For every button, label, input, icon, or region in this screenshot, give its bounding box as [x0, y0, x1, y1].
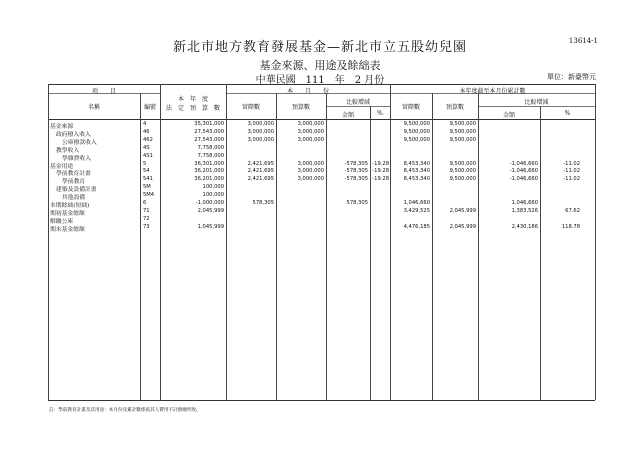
row-code: 72: [143, 215, 150, 222]
cell-y-budget: 9,500,000: [449, 136, 476, 143]
cell-y-amt: 2,430,186: [511, 223, 538, 230]
cell-y-amt: -1,046,660: [509, 176, 538, 183]
cell-m-amt: -578,305: [344, 160, 368, 167]
cell-annual: 27,543,000: [194, 128, 224, 135]
month-compare-divider: [326, 106, 390, 107]
cell-annual: 35,301,000: [194, 121, 224, 127]
ytd-amount-header: 金額: [502, 112, 515, 119]
cell-y-actual: 9,500,000: [403, 136, 430, 143]
cell-y-budget: 9,500,000: [449, 121, 476, 127]
table-top-border: [48, 84, 595, 85]
row-name: 教學收入: [56, 147, 80, 154]
month-ytd-divider: [390, 84, 391, 400]
ytd-group-header: 本年度截至本月份累計數: [459, 88, 526, 95]
row-name: 期初基金餘額: [50, 210, 85, 217]
row-code: 54: [143, 168, 150, 175]
ytd-compare-divider: [478, 106, 595, 107]
ytd-amount-pct-divider: [540, 106, 541, 400]
row-name: 學前教育計畫: [56, 171, 91, 178]
row-code: 6: [143, 200, 147, 206]
code-column-header: 編號: [143, 104, 156, 111]
row-name: 本期餘絀(短絀): [50, 203, 90, 209]
footnote: 註：學前教育計畫及其用途：本月份及累計數係按其人費用不計撥總所致。: [49, 408, 201, 413]
code-budget-divider: [160, 84, 161, 400]
row-name: 解繳公庫: [50, 218, 74, 225]
month-amount-header: 金額: [341, 112, 354, 119]
cell-m-budget: 3,000,000: [297, 168, 324, 175]
ytd-actual-budget-divider: [432, 93, 433, 400]
row-name: 學雜費收入: [62, 155, 91, 162]
name-code-divider: [140, 93, 141, 400]
cell-m-amt: -578,305: [344, 176, 368, 183]
cell-m-budget: 3,000,000: [297, 160, 324, 167]
cell-y-pct: 118.78: [561, 223, 580, 230]
report-period: 中華民國 111 年 2 月份: [255, 75, 385, 86]
cell-y-budget: 9,500,000: [449, 160, 476, 167]
row-code: 73: [143, 223, 150, 230]
cell-m-amt: -578,305: [344, 168, 368, 175]
row-code: 71: [143, 207, 150, 214]
cell-y-pct: -11.02: [563, 168, 580, 175]
cell-m-pct: -19.28: [372, 168, 389, 175]
cell-annual: 2,045,999: [197, 207, 224, 214]
table-left-border: [48, 84, 49, 400]
cell-y-actual: 9,500,000: [403, 128, 430, 135]
cell-y-pct: -11.02: [563, 176, 580, 183]
cell-y-actual: 8,453,340: [403, 176, 430, 183]
cell-y-budget: 9,500,000: [449, 128, 476, 135]
cell-m-actual: 578,305: [252, 200, 274, 206]
cell-y-budget: 2,045,999: [449, 207, 476, 214]
cell-m-actual: 2,421,695: [247, 176, 274, 183]
row-name: 公庫撥款收入: [62, 139, 97, 146]
cell-annual: 7,758,000: [197, 144, 224, 151]
cell-m-amt: 578,305: [346, 200, 368, 206]
row-name: 其他設備: [62, 195, 86, 202]
cell-y-budget: 9,500,000: [449, 168, 476, 175]
cell-y-amt: 1,383,526: [511, 207, 538, 214]
cell-m-budget: 3,000,000: [297, 121, 324, 127]
cell-m-pct: -19.28: [372, 160, 389, 167]
ytd-actual-header: 實際數: [401, 104, 420, 111]
ytd-percent-header: %: [564, 110, 571, 117]
cell-y-pct: 67.62: [565, 207, 580, 214]
cell-y-budget: 2,045,999: [449, 223, 476, 230]
currency-unit: 單位：新臺幣元: [547, 73, 596, 81]
table-bottom-border: [48, 400, 595, 401]
cell-annual: 100,000: [202, 184, 224, 191]
item-group-header: 項 目: [91, 88, 116, 95]
row-code: 4S: [143, 144, 150, 151]
month-percent-header: %: [377, 110, 383, 117]
cell-m-pct: -19.28: [372, 176, 389, 183]
ytd-compare-header: 比較增減: [524, 99, 549, 106]
month-budget-header: 預算數: [291, 104, 310, 111]
table-right-border: [595, 84, 596, 400]
cell-m-actual: 3,000,000: [247, 136, 274, 143]
cell-annual: 36,201,000: [194, 168, 224, 175]
row-name: 基金用途: [50, 163, 74, 170]
cell-y-amt: -1,046,660: [509, 168, 538, 175]
row-name: 基金來源: [50, 124, 74, 130]
row-name: 政府撥入收入: [56, 131, 91, 138]
month-compare-header: 比較增減: [345, 99, 370, 106]
row-name: 期末基金餘額: [50, 226, 85, 233]
cell-annual: 100,000: [202, 192, 224, 199]
month-group-header: 本 月 份: [286, 88, 329, 95]
month-budget-compare-divider: [326, 93, 327, 400]
cell-y-actual: 9,500,000: [403, 121, 430, 127]
cell-m-budget: 3,000,000: [297, 128, 324, 135]
cell-annual: 7,758,000: [197, 152, 224, 159]
report-title: 新北市地方教育發展基金—新北市立五股幼兒園: [172, 40, 467, 55]
header-bottom-border: [48, 119, 595, 120]
cell-m-actual: 3,000,000: [247, 121, 274, 127]
row-name: 學前教育: [62, 179, 86, 186]
cell-y-actual: 3,429,525: [403, 207, 430, 214]
row-code: 462: [143, 136, 153, 143]
cell-m-budget: 3,000,000: [297, 176, 324, 183]
cell-y-pct: -11.02: [563, 160, 580, 167]
cell-annual: 36,301,000: [194, 160, 224, 167]
row-code: 5: [143, 160, 147, 167]
cell-m-actual: 2,421,695: [247, 168, 274, 175]
month-actual-budget-divider: [276, 93, 277, 400]
cell-m-actual: 3,000,000: [247, 128, 274, 135]
month-actual-header: 實際數: [241, 104, 260, 111]
cell-y-actual: 4,476,185: [403, 223, 430, 230]
row-code: 46: [143, 128, 150, 135]
cell-y-actual: 1,046,660: [403, 200, 430, 206]
cell-y-amt: 1,046,660: [511, 200, 538, 206]
annual-budget-header-top: 本 年 度: [177, 96, 208, 103]
row-code: 4S1: [143, 152, 153, 159]
cell-y-actual: 8,453,340: [403, 168, 430, 175]
cell-annual: -1,000,000: [195, 200, 224, 206]
name-column-header: 名稱: [87, 104, 100, 111]
cell-annual: 27,543,000: [194, 136, 224, 143]
annual-budget-header-bottom: 法 定 預 算 數: [165, 105, 220, 112]
cell-y-actual: 8,453,340: [403, 160, 430, 167]
cell-m-budget: 3,000,000: [297, 136, 324, 143]
ytd-budget-compare-divider: [478, 93, 479, 400]
cell-y-amt: -1,046,660: [509, 160, 538, 167]
month-amount-pct-divider: [370, 106, 371, 400]
row-code: 541: [143, 176, 153, 183]
cell-annual: 1,045,999: [197, 223, 224, 230]
row-code: 5M: [143, 184, 151, 191]
report-subtitle: 基金來源、用途及餘絀表: [259, 59, 381, 72]
cell-y-budget: 9,500,000: [449, 176, 476, 183]
row-name: 建築及設備計畫: [56, 187, 97, 194]
form-number: 13614-1: [568, 37, 598, 45]
row-code: 4: [143, 121, 147, 127]
budget-month-divider: [226, 84, 227, 400]
cell-m-actual: 2,421,695: [247, 160, 274, 167]
ytd-budget-header: 預算數: [445, 104, 464, 111]
cell-annual: 36,201,000: [194, 176, 224, 183]
row-code: 5M4: [143, 192, 155, 199]
